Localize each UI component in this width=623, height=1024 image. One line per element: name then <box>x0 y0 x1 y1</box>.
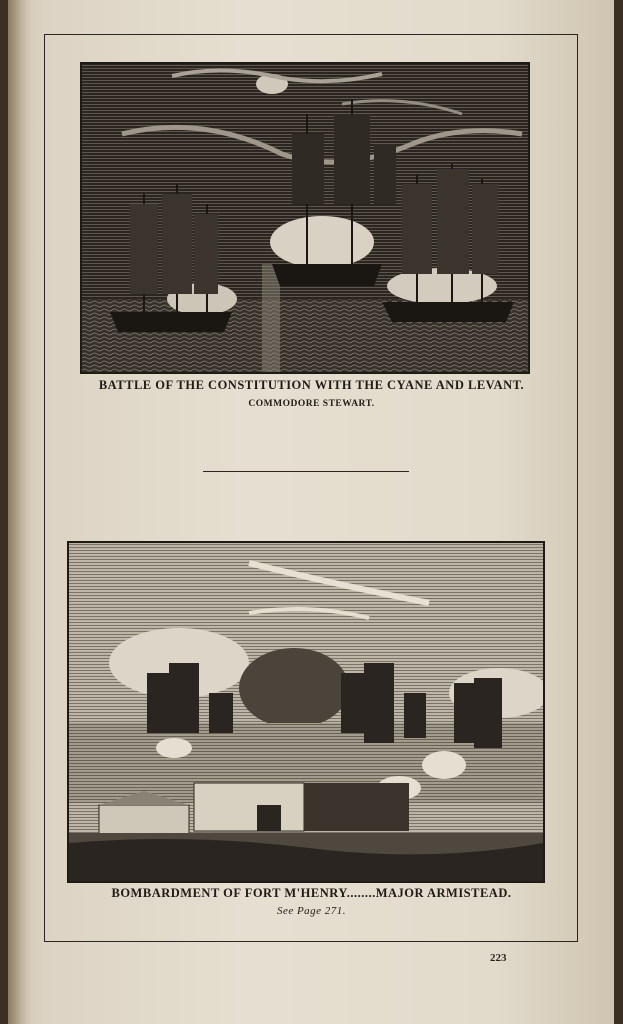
plate1-subcaption: COMMODORE STEWART. <box>248 399 375 409</box>
page-number: 223 <box>490 952 507 964</box>
plate2-caption: BOMBARDMENT OF FORT M'HENRY........MAJOR ARMISTEAD. <box>111 886 512 900</box>
page-edge <box>8 0 30 1024</box>
plate1-caption: BATTLE OF THE CONSTITUTION WITH THE CYANE AND LEVANT. <box>98 378 525 392</box>
engraving-fort-bombardment <box>67 541 545 883</box>
engraving-naval-battle <box>80 62 530 374</box>
plate2-subcaption: See Page 271. <box>276 905 347 917</box>
section-divider <box>203 471 409 472</box>
